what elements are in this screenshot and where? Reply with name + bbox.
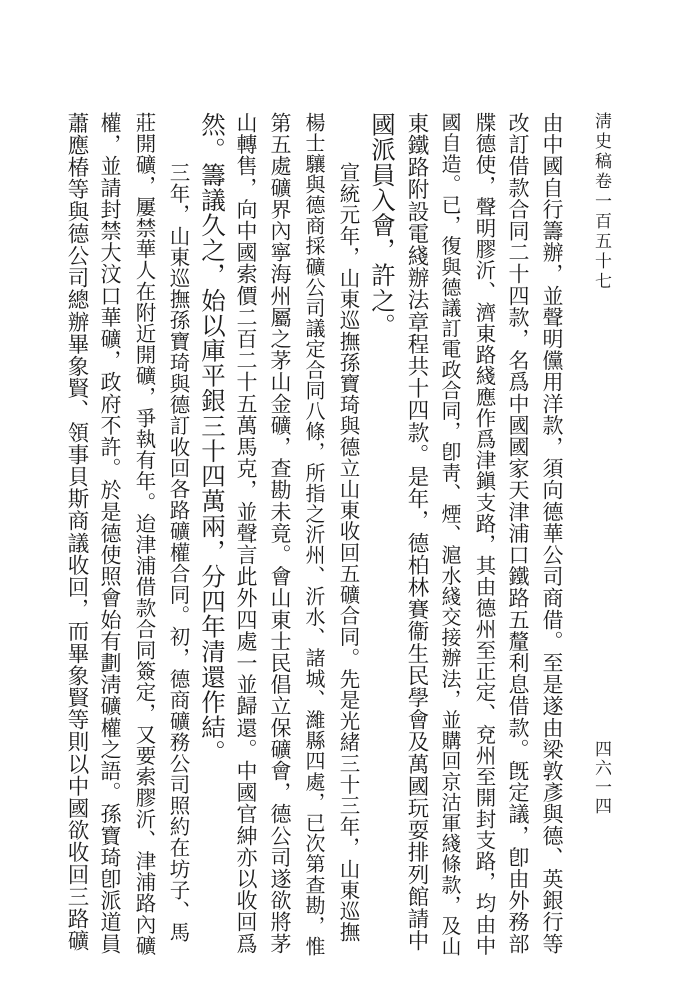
text-column: 然。籌議久之，始以庫平銀三十四萬兩，分四年清還作結。 (198, 112, 227, 765)
text-column: 楊士驤與德商採礦公司議定合同八條，所指之沂州、沂水、諸城、濰縣四處，已次第查勘，惟 (302, 112, 326, 957)
text-column: 山轉售，向中國索價二百二十五萬馬克，並聲言此外四處一並歸還。中國官紳亦以收回爲 (234, 112, 258, 955)
text-column: 國派員入會，許之。 (368, 112, 397, 338)
text-column: 東鐵路附設電綫辦法章程共十四款。是年，德柏林賽衞生民學會及萬國玩耍排列館請中 (404, 112, 429, 952)
text-column: 權，並請封禁大汶口華礦，政府不許。於是德使照會始有劃淸礦權之語。孫寶琦卽派道員 (98, 112, 122, 955)
text-column: 牒德使，聲明膠沂、濟東路綫應作爲津鎭支路，其由德州至正定、兗州至開封支路，均由中 (472, 112, 496, 956)
text-column: 第五處礦界內寧海州屬之茅山金礦，查勘未竟。會山東士民倡立保礦會，德公司遂欲將茅 (268, 112, 292, 955)
text-column: 莊開礦，屢禁華人在附近開礦，爭執有年。迨津浦借款合同簽定，又要索膠沂、津浦路內礦 (132, 112, 156, 956)
main-text (59, 112, 569, 957)
text-column: 蕭應椿等與德公司總辦畢象賢、領事貝斯商議收回，而畢象賢等則以中國欲收回三路礦 (64, 112, 89, 952)
page-number: 四六一四 (591, 740, 611, 816)
running-title: 淸史稿卷一百五十七 (591, 112, 611, 292)
text-column: 國自造。已，復與德議訂電政合同，卽靑、煙、滬水綫交接辦法，並購回京沽軍綫條款，及山 (438, 112, 462, 957)
paragraph-start-column: 三年，山東巡撫孫寶琦與德訂收回各路礦權合同。初，德商礦務公司照約在坊子、馬 (166, 162, 190, 943)
text-column: 改訂借款合同二十四款，名爲中國國家天津浦口鐵路五釐利息借款。旣定議，卽由外務部 (506, 112, 530, 955)
paragraph-start-column: 宣統元年，山東巡撫孫寶琦與德立山東收回五礦合同。先是光緒三十三年，山東巡撫 (336, 162, 360, 943)
text-column: 由中國自行籌辦，並聲明儻用洋款，須向德華公司商借。至是遂由梁敦彥與德、英銀行等 (540, 112, 564, 955)
